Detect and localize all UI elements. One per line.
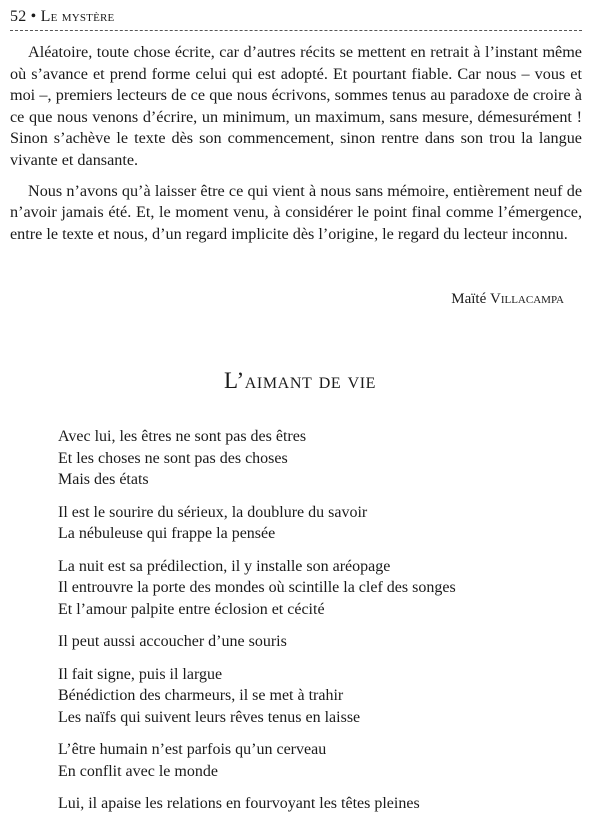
section-title: Le mystère [40,8,115,25]
poem-stanza [58,426,588,491]
running-header [10,8,114,26]
poem-line: Il est le sourire du sérieux, la doublure du savoir [58,503,368,521]
poem-stanza [58,502,588,545]
poem-line: La nuit est sa prédilection, il y installe son aréopage [58,557,391,575]
poem-line: En conflit avec le monde [58,762,218,780]
prose-paragraph: Nous n’avons qu’à laisser être ce qui vient à nous sans mémoire, entièrement neuf de n’avoir jamais été. Et, le moment venu, à considérer le point final comme l’émergence, entre le texte et nous, d’un regard implicite dès l’origine, le regard du lecteur inconnu. [10,181,582,243]
header-rule [10,30,582,31]
prose-block [10,42,582,254]
poem-stanza [58,664,588,729]
poem-line: Et les choses ne sont pas des choses [58,449,288,467]
poem-line: L’être humain n’est parfois qu’un cerveau [58,741,327,758]
page-number: 52 [10,8,27,25]
poem-line: Il fait signe, puis il largue [58,665,223,683]
poem-stanza [58,793,588,815]
poem-line: Il entrouvre la porte des mondes où scintille la clef des songes [58,579,456,596]
poem-title: L’aimant de vie [223,368,377,393]
prose-paragraph: Aléatoire, toute chose écrite, car d’autres récits se mettent en retrait à l’instant même où s’avance et prend forme celui qui est adopté. Et pourtant fiable. Car nous – vous et moi –, premiers lecteurs de ce que nous écrivons, sommes tenus au paradoxe de croire à ce que nous venons d’écrire, un minimum, un maximum, sans mesure, démesurément ! Sinon s’achève le texte dès son commencement, sinon rentre dans son trou la langue vivante et dansante. [10,43,582,169]
poem-stanza [58,631,588,653]
poem-line: Lui, il apaise les relations en fourvoyant les têtes pleines [58,795,420,812]
poem-line: Il peut aussi accoucher d’une souris [58,633,287,650]
author-last-name: Villacampa [490,291,564,307]
poem-line: Les naïfs qui suivent leurs rêves tenus en laisse [58,708,361,726]
poem-line: Bénédiction des charmeurs, il se met à trahir [58,687,344,704]
poem-line: Avec lui, les êtres ne sont pas des êtres [58,428,307,445]
poem-stanza [58,556,588,621]
poem-body [58,426,588,826]
poem-line: Mais des états [58,471,149,488]
author-signature [451,291,564,308]
header-bullet: • [30,8,37,25]
poem-line: Et l’amour palpite entre éclosion et cécité [58,600,325,618]
author-first-name: Maïté [451,291,487,307]
poem-line: La nébuleuse qui frappe la pensée [58,525,276,542]
poem-stanza [58,739,588,782]
